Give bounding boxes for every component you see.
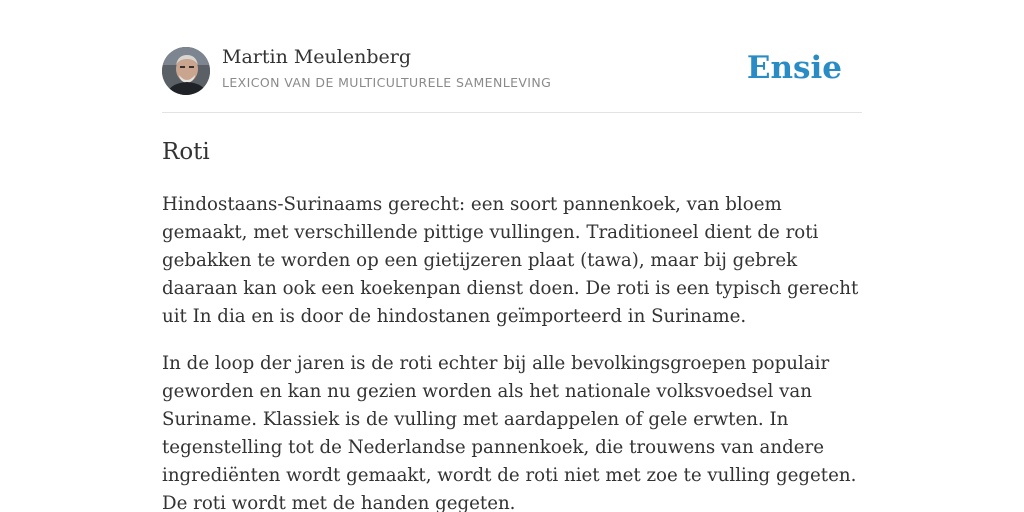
avatar-photo-icon <box>162 47 210 95</box>
article-paragraph: In de loop der jaren is de roti echter bij alle bevolkingsgroepen populair geworden en kan nu gezien worden als het nationale volksvoedsel van Suriname. Klassiek is de vulling met aardappelen of gele erwten. In tegenstelling tot de Nederlandse pannenkoek, die trouwens van andere ingrediënten wordt gemaakt, wordt de roti niet met zoe te vulling gegeten. De roti wordt met de handen gegeten. <box>162 353 857 512</box>
publication-name[interactable]: LEXICON VAN DE MULTICULTURELE SAMENLEVING <box>222 75 552 90</box>
header <box>162 0 862 113</box>
brand-logo[interactable]: Ensie <box>746 50 842 86</box>
author-avatar[interactable] <box>162 47 210 95</box>
author-name[interactable]: Martin Meulenberg <box>222 46 411 68</box>
article-paragraph: Hindostaans-Surinaams gerecht: een soort pannenkoek, van bloem gemaakt, met verschillende pittige vullingen. Traditioneel dient de roti gebakken te worden op een gietijzeren plaat (tawa), maar bij gebrek daaraan kan ook een koekenpan dienst doen. De roti is een typisch gerecht uit In dia en is door de hindostanen geïmporteerd in Suriname. <box>162 194 859 327</box>
page <box>162 0 862 512</box>
article-title: Roti <box>162 139 210 165</box>
article-body <box>162 191 862 512</box>
